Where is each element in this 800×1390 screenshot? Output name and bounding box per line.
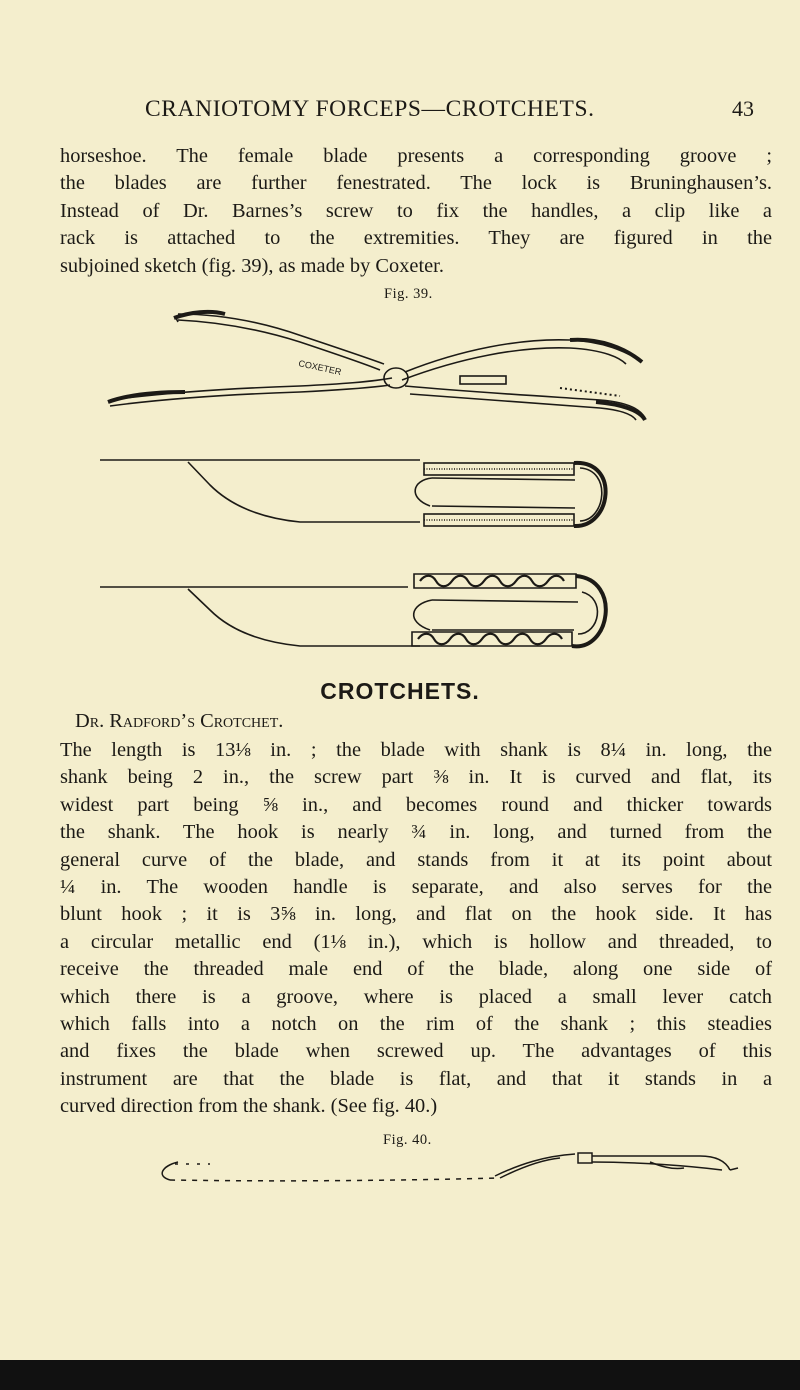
- text-line: receive the threaded male end of the blade, along one side of: [60, 958, 772, 981]
- crotchet-drawing: [162, 1153, 738, 1181]
- text-line: the blades are further fenestrated. The lock is Bruninghausen’s.: [60, 172, 772, 195]
- section-heading: CROTCHETS.: [320, 678, 480, 704]
- text-line: instrument are that the blade is flat, and that it stands in a: [60, 1067, 772, 1090]
- rack-links-bottom: [412, 632, 572, 646]
- text-line: Instead of Dr. Barnes’s screw to fix the handles, a clip like a: [60, 199, 772, 222]
- text-line: ¼ in. The wooden handle is separate, and also serves for the: [60, 876, 772, 899]
- text-line: The length is 13⅛ in. ; the blade with shank is 8¼ in. long, the: [60, 739, 772, 761]
- rack-links-top: [414, 574, 576, 588]
- maker-stamp: COXETER: [297, 358, 343, 378]
- text-line: the shank. The hook is nearly ¾ in. long, and turned from the: [60, 821, 772, 844]
- scan-bottom-edge: [0, 1360, 800, 1390]
- text-line: blunt hook ; it is 3⅝ in. long, and flat on the hook side. It has: [60, 903, 772, 926]
- figure-40-caption: Fig. 40.: [383, 1132, 432, 1148]
- blade-top-view: [100, 460, 606, 526]
- text-line: and fixes the blade when screwed up. The advantages of this: [60, 1040, 772, 1063]
- text-line: shank being 2 in., the screw part ⅜ in. It is curved and flat, its: [60, 766, 772, 789]
- blade-fenestrated-view: [100, 574, 606, 646]
- figure-40-illustration: [0, 1150, 800, 1190]
- page-number: 43: [732, 96, 754, 121]
- text-line: subjoined sketch (fig. 39), as made by Coxeter.: [60, 254, 444, 277]
- text-line: curved direction from the shank. (See fig. 40.): [60, 1095, 438, 1118]
- text-line: widest part being ⅝ in., and becomes round and thicker towards: [60, 793, 772, 816]
- forceps-side-view: [108, 312, 645, 420]
- figure-39-illustration: [0, 300, 800, 670]
- figure-39-caption: Fig. 39.: [384, 286, 433, 302]
- text-line: horseshoe. The female blade presents a corresponding groove ;: [60, 145, 772, 167]
- text-line: general curve of the blade, and stands from it at its point about: [60, 848, 772, 871]
- subheading: Dr. Radford’s Crotchet.: [75, 710, 284, 732]
- text-line: a circular metallic end (1⅛ in.), which is hollow and threaded, to: [60, 930, 772, 953]
- text-line: rack is attached to the extremities. They are figured in the: [60, 227, 772, 250]
- text-line: which falls into a notch on the rim of the shank ; this steadies: [60, 1013, 772, 1036]
- running-head: CRANIOTOMY FORCEPS—CROTCHETS.: [145, 96, 595, 122]
- intro-paragraph: [60, 143, 772, 280]
- text-line: which there is a groove, where is placed a small lever catch: [60, 985, 772, 1008]
- body-paragraph: [60, 737, 772, 1121]
